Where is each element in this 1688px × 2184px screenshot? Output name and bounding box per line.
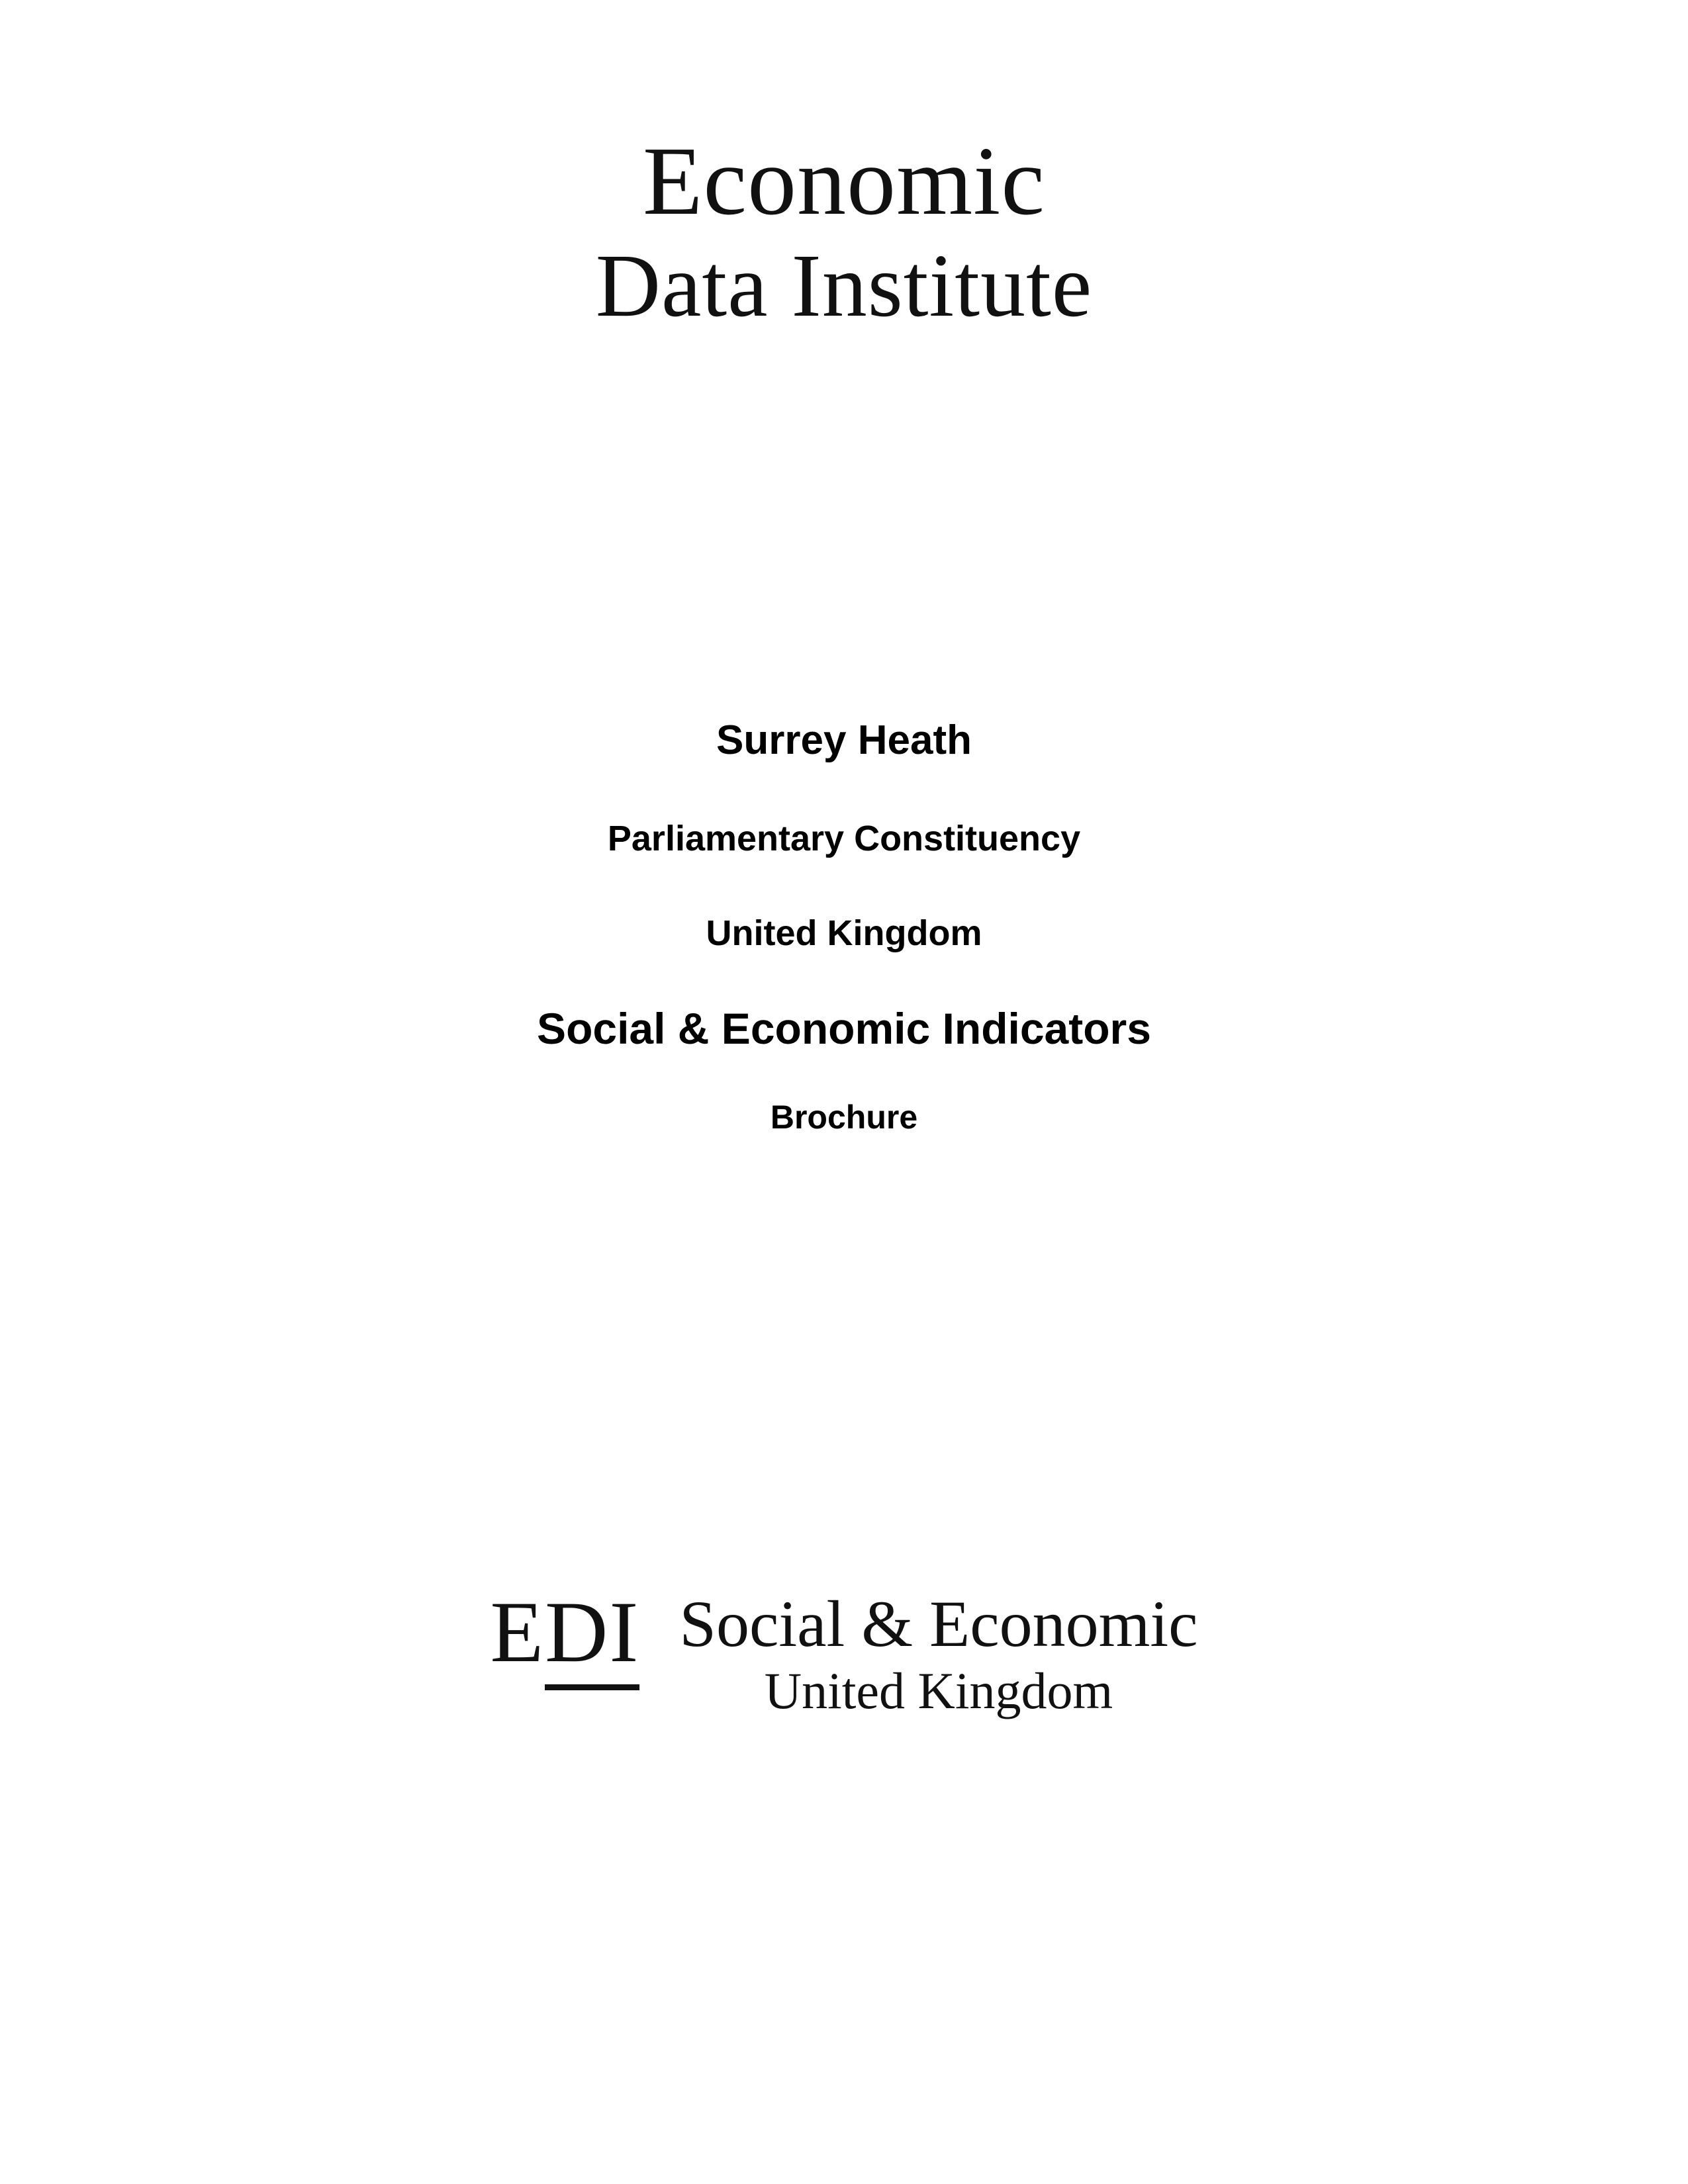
country-name: United Kingdom bbox=[706, 913, 982, 953]
edi-wordmark bbox=[679, 1588, 1197, 1717]
edi-monogram bbox=[490, 1583, 640, 1682]
publisher-logo-line1: Economic bbox=[642, 127, 1046, 236]
area-name: Surrey Heath bbox=[716, 717, 972, 763]
edi-wordmark-line1: Social & Economic bbox=[679, 1587, 1198, 1661]
edi-monogram-prefix: E bbox=[490, 1583, 545, 1680]
cover-title-block bbox=[0, 715, 1688, 1138]
publisher-logo bbox=[0, 127, 1688, 336]
edi-monogram-underlined: DI bbox=[545, 1583, 639, 1690]
edi-wordmark-line2: United Kingdom bbox=[764, 1662, 1113, 1719]
edi-footer-logo bbox=[0, 1583, 1688, 1719]
area-type: Parliamentary Constituency bbox=[607, 818, 1081, 858]
document-type: Brochure bbox=[770, 1099, 918, 1136]
publisher-logo-line2: Data Institute bbox=[595, 236, 1093, 336]
indicators-title: Social & Economic Indicators bbox=[537, 1003, 1151, 1053]
